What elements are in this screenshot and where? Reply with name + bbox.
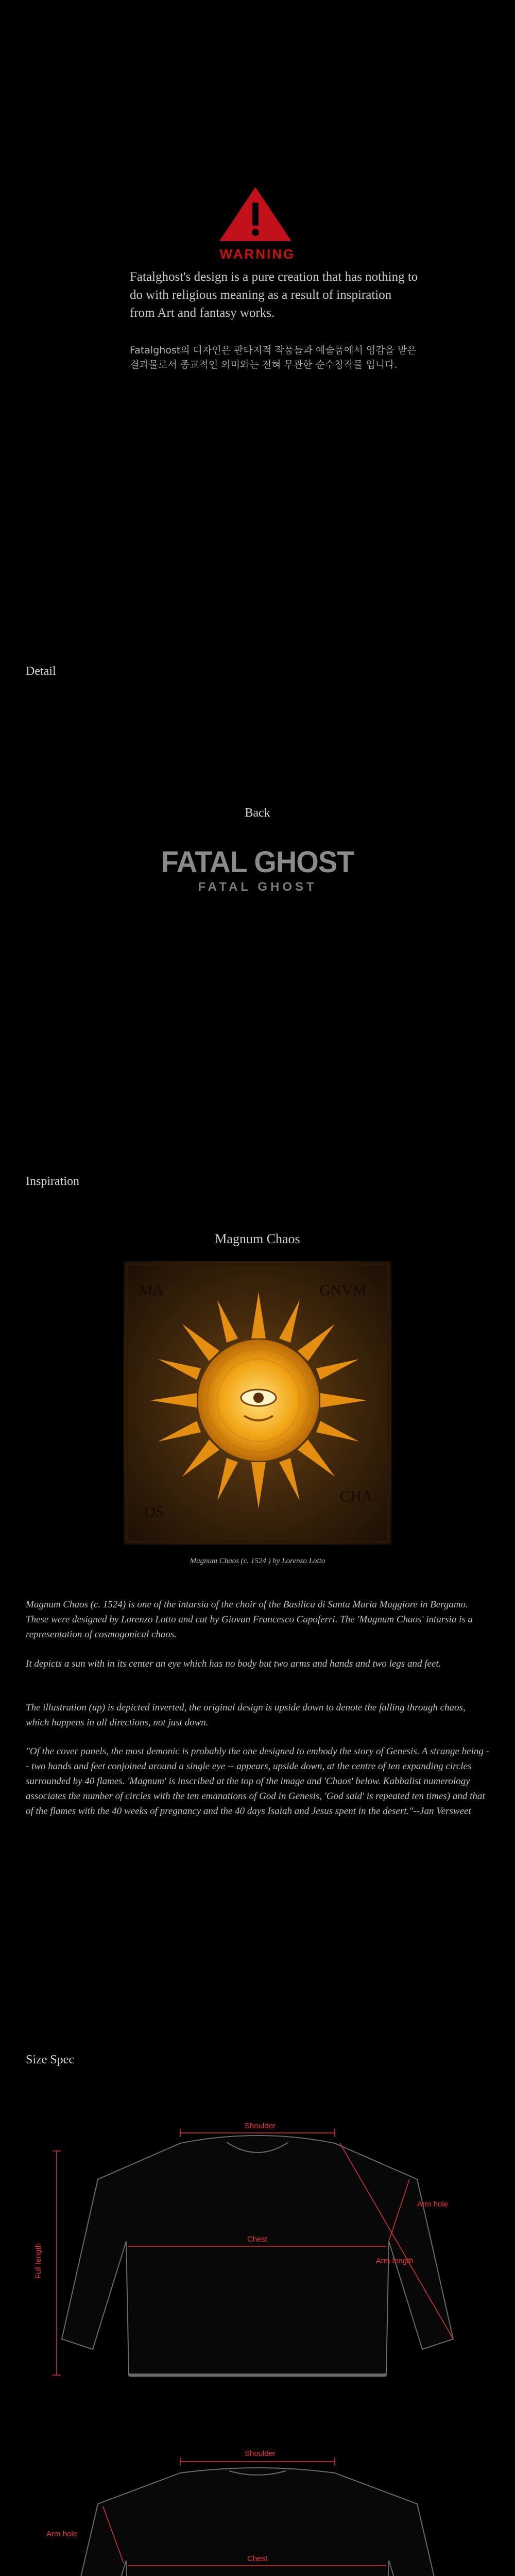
- art-letters-os: OS: [144, 1503, 164, 1520]
- back-label: Back: [245, 806, 270, 820]
- fatal-ghost-logo-sub: FATAL GHOST: [198, 880, 317, 894]
- artwork-title: Magnum Chaos: [215, 1231, 300, 1246]
- magnum-chaos-artwork: [124, 1261, 391, 1545]
- inspiration-heading: Inspiration: [26, 1175, 79, 1188]
- detail-heading: Detail: [26, 665, 56, 678]
- warning-english-text: Fatalghost's design is a pure creation that has nothing to do with religious meaning as a result of inspiration from Art and fantasy works.: [130, 270, 418, 320]
- warning-title: WARNING: [219, 246, 296, 262]
- warning-korean-text: Fatalghost의 디자인은 판타지적 작품들과 예술품에서 영감을 받은 결과물로서 종교적인 의미와는 전혀 무관한 순수창작물 입니다.: [130, 345, 417, 370]
- front-arm-hole-label: Arm hole: [417, 2200, 449, 2209]
- artwork-caption: Magnum Chaos (c. 1524 ) by Lorenzo Lotto: [190, 1557, 325, 1565]
- front-chest-label: Chest: [247, 2235, 268, 2244]
- back-chest-label: Chest: [247, 2554, 268, 2563]
- inspiration-paragraph-1: Magnum Chaos (c. 1524) is one of the intarsia of the choir of the Basilica di Santa Maria Maggiore in Bergamo. These were designed by Lorenzo Lotto and cut by Giovan Francesco Capoferri. The 'Magnum Chaos' intarsia is a representation of cosmogonical chaos.: [26, 1599, 473, 1640]
- inspiration-paragraph-3: The illustration (up) is depicted inverted, the original design is upside down to denote the falling through chaos, which happens in all directions, not just down.: [26, 1702, 466, 1728]
- front-shoulder-label: Shoulder: [245, 2122, 276, 2130]
- size-spec-heading: Size Spec: [26, 2053, 74, 2066]
- front-size-diagram: [26, 2117, 489, 2396]
- art-letters-ma: MA: [139, 1282, 164, 1299]
- front-arm-length-label: Arm length: [376, 2257, 414, 2265]
- fatal-ghost-logo: FATAL GHOST: [161, 844, 354, 879]
- back-shoulder-label: Shoulder: [245, 2449, 276, 2458]
- back-size-diagram: [26, 2442, 489, 2576]
- front-full-length-label: Full length: [34, 2243, 43, 2279]
- warning-icon: [217, 184, 294, 244]
- inspiration-paragraph-2: It depicts a sun with in its center an eye which has no body but two arms and hands and two legs and feet.: [26, 1658, 441, 1669]
- art-letters-gnvm: GNVM: [319, 1282, 367, 1299]
- inspiration-paragraph-4: "Of the cover panels, the most demonic is probably the one designed to embody the story of Genesis. A strange being -- two hands and feet conjoined around a single eye -- appears, upside down, at the centre of ten expanding circles surrounded by 40 flames. 'Magnum' is inscribed at the top of the image and 'Chaos' below. Kabbalist numerology associates the number of circles with the ten emanations of God in Genesis, 'God said' is repeated ten times) and that of the flames with the 40 weeks of pregnancy and the 40 days Isaiah and Jesus spent in the desert."--Jan Versweet: [26, 1746, 489, 1817]
- art-letters-cha: CHA: [340, 1488, 373, 1505]
- back-arm-hole-label: Arm hole: [46, 2530, 78, 2538]
